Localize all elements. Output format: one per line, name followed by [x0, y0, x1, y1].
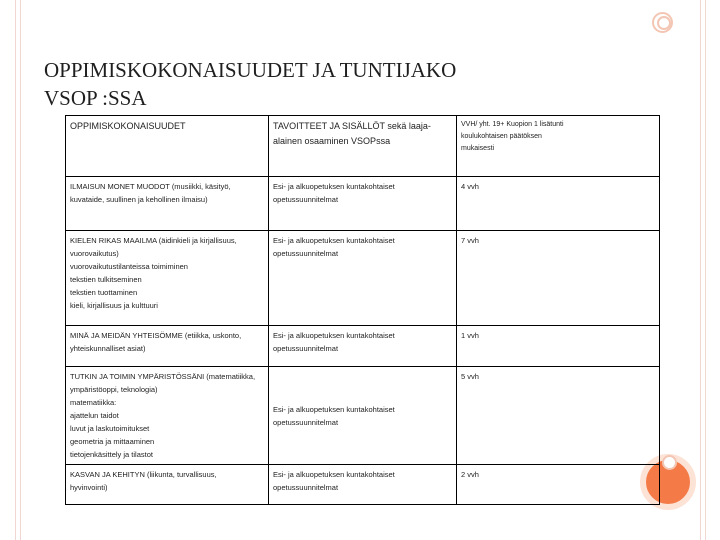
- slide-title: OPPIMISKOKONAISUUDET JA TUNTIJAKO VSOP :SSA: [44, 58, 457, 110]
- table-row: [66, 465, 660, 505]
- cell-hours: 4 vvh: [457, 177, 660, 231]
- cell-goals: Esi- ja alkuopetuksen kuntakohtaiset opetussuunnitelmat: [269, 465, 457, 505]
- table-row: [66, 326, 660, 367]
- curriculum-table: [65, 115, 660, 505]
- deco-ring-bottom: [662, 455, 677, 470]
- cell-subject: ILMAISUN MONET MUODOT (musiikki, käsityö, kuvataide, suullinen ja kehollinen ilmaisu): [66, 177, 269, 231]
- header-cell-goals: TAVOITTEET JA SISÄLLÖT sekä laaja- alainen osaaminen VSOPssa: [269, 116, 457, 177]
- cell-subject: TUTKIN JA TOIMIN YMPÄRISTÖSSÄNI (matematiikka, ympäristöoppi, teknologia) matematiikka: ajattelun taidot luvut ja laskutoimitukset geometria ja mittaaminen tietojenkäsittely ja tilastot: [66, 367, 269, 465]
- cell-hours: 5 vvh: [457, 367, 660, 465]
- table-row: [66, 231, 660, 326]
- table-header-row: [66, 116, 660, 177]
- cell-subject: MINÄ JA MEIDÄN YHTEISÖMME (etiikka, uskonto, yhteiskunnalliset asiat): [66, 326, 269, 367]
- deco-ring-top-inner: [657, 16, 671, 30]
- cell-goals: Esi- ja alkuopetuksen kuntakohtaiset opetussuunnitelmat: [269, 367, 457, 465]
- table-row: [66, 367, 660, 465]
- cell-subject: KASVAN JA KEHITYN (liikunta, turvallisuus, hyvinvointi): [66, 465, 269, 505]
- cell-hours: 1 vvh: [457, 326, 660, 367]
- frame-line-left-inner: [20, 0, 21, 540]
- table-row: [66, 177, 660, 231]
- cell-hours: 2 vvh: [457, 465, 660, 505]
- frame-line-right-inner: [700, 0, 701, 540]
- cell-goals: Esi- ja alkuopetuksen kuntakohtaiset opetussuunnitelmat: [269, 177, 457, 231]
- header-cell-subjects: OPPIMISKOKONAISUUDET: [66, 116, 269, 177]
- cell-goals: Esi- ja alkuopetuksen kuntakohtaiset opetussuunnitelmat: [269, 326, 457, 367]
- frame-line-left-outer: [15, 0, 16, 540]
- header-cell-hours: VVH/ yht. 19+ Kuopion 1 lisätunti koulukohtaisen päätöksen mukaisesti: [457, 116, 660, 177]
- cell-subject: KIELEN RIKAS MAAILMA (äidinkieli ja kirjallisuus, vuorovaikutus) vuorovaikutustilanteissa toimiminen tekstien tulkitseminen tekstien tuottaminen kieli, kirjallisuus ja kulttuuri: [66, 231, 269, 326]
- cell-goals: Esi- ja alkuopetuksen kuntakohtaiset opetussuunnitelmat: [269, 231, 457, 326]
- frame-line-right-outer: [705, 0, 706, 540]
- cell-hours: 7 vvh: [457, 231, 660, 326]
